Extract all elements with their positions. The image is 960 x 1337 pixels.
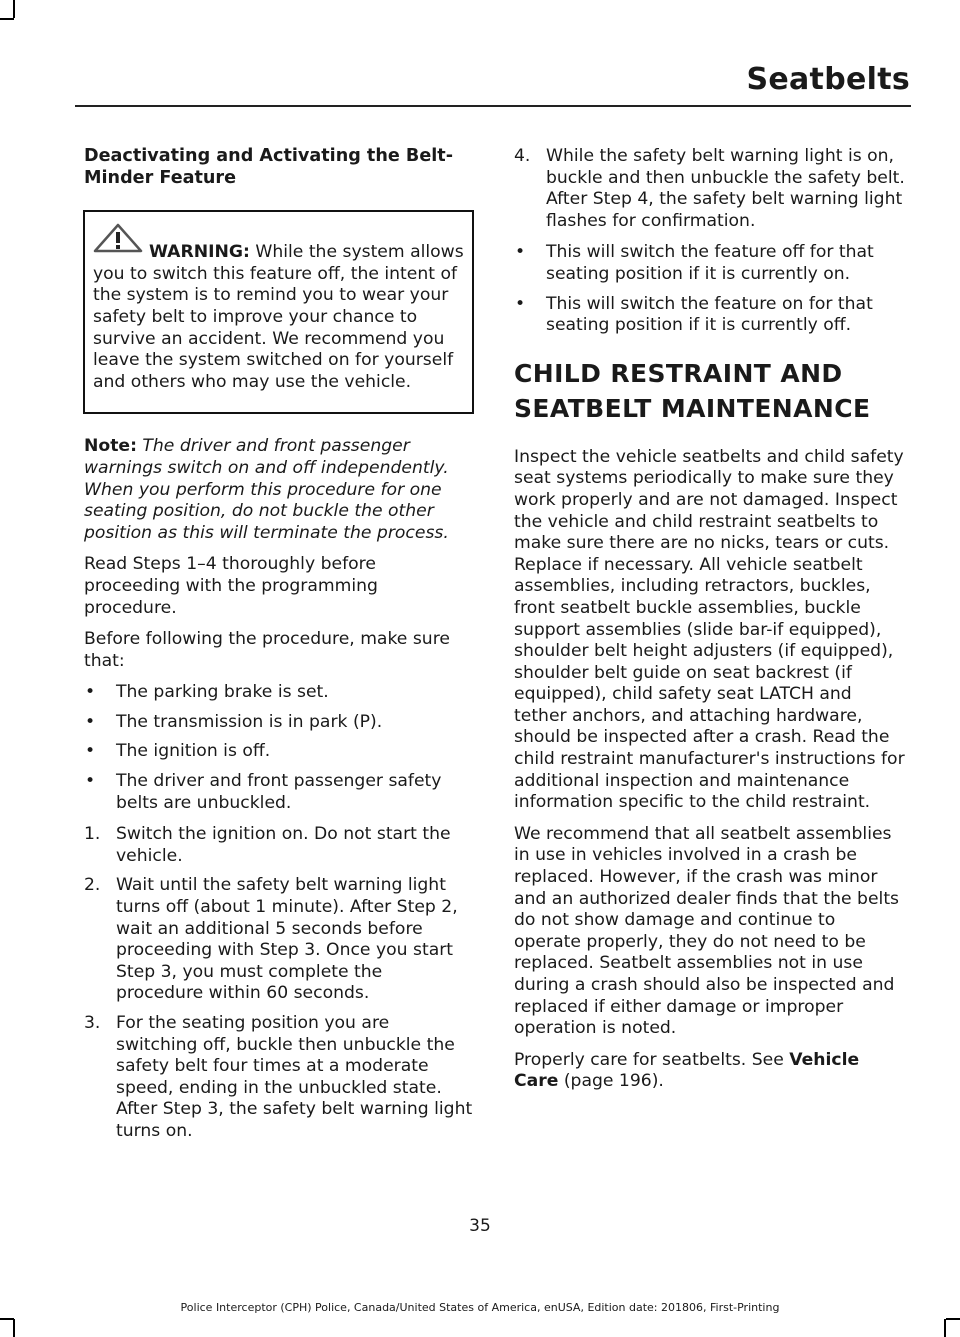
list-item: • This will switch the feature off for that seating position if it is currently on. — [515, 242, 874, 284]
warning-label: WARNING: — [149, 242, 250, 263]
left-column — [84, 146, 474, 1153]
note-label: Note: — [84, 436, 137, 457]
bullet-marker: • — [85, 741, 96, 762]
care-paragraph: Properly care for seatbelts. See Vehicle Care (page 196). — [514, 1049, 860, 1092]
list-item: • The transmission is in park (P). — [85, 711, 383, 732]
step-item: 3. For the seating position you are switching off, buckle then unbuckle the safety belt four times at a moderate speed, ending in the unbuckled state. After Step 3, the safety belt warning light turns on. — [84, 1013, 473, 1141]
warning-triangle-icon — [92, 223, 144, 260]
crop-mark — [0, 18, 14, 20]
list-item: • The ignition is off. — [85, 741, 271, 762]
step-item: 1. Switch the ignition on. Do not start the vehicle. — [84, 824, 451, 866]
prerequisite-list — [84, 682, 474, 814]
read-steps-paragraph: Read Steps 1–4 thoroughly before proceeding with the programming procedure. — [84, 554, 378, 618]
bullet-marker: • — [515, 293, 526, 314]
replacement-paragraph: We recommend that all seatbelt assemblies in use in vehicles involved in a crash be replaced. However, if the crash was minor and an authorized dealer finds that the belts do not show damage and continue to operate properly, they do not need to be replaced. Seatbelt assemblies not in use during a crash should also be inspected and replaced if either damage or improper operation is noted. — [514, 823, 900, 1039]
step-item: 2. Wait until the safety belt warning light turns off (about 1 minute). After Step 2, wait an additional 5 seconds before proceeding with Step 3. Once you start Step 3, you must complete the procedure within 60 seconds. — [84, 875, 458, 1004]
bullet-marker: • — [85, 682, 96, 703]
section-heading: CHILD RESTRAINT AND SEATBELT MAINTENANCE — [514, 358, 871, 423]
header-divider — [75, 105, 911, 107]
warning-text — [93, 242, 464, 393]
footer-edition: Police Interceptor (CPH) Police, Canada/United States of America, enUSA, Edition date: 201806, First-Printing — [180, 1301, 780, 1314]
crop-mark — [944, 1319, 946, 1337]
bullet-marker: • — [515, 242, 526, 263]
step-item: 4. While the safety belt warning light is on, buckle and then unbuckle the safety belt. After Step 4, the safety belt warning light flashes for confirmation. — [514, 146, 905, 231]
list-item: • This will switch the feature on for that seating position if it is currently off. — [515, 293, 873, 336]
procedure-steps-continued — [514, 146, 906, 232]
inspection-paragraph: Inspect the vehicle seatbelts and child safety seat systems periodically to make sure they work properly and are not damaged. Inspect the vehicle and child restraint seatbelts to make sure there are no nicks, tears or cuts. Replace if necessary. All vehicle seatbelt assemblies, including retractors, buckles, front seatbelt buckle assemblies, buckle support assemblies (slide bar-if equipped), shoulder belt height adjusters (if equipped), shoulder belt guide on seat backrest (if equipped), child safety seat LATCH and tether anchors, and attaching hardware, should be inspected after a crash. Read the child restraint manufacturer's instructions for additional inspection and maintenance information specific to the child restraint. — [514, 446, 905, 813]
warning-box — [83, 210, 474, 414]
right-column — [514, 146, 906, 1103]
note-paragraph — [84, 436, 474, 544]
list-item: • The driver and front passenger safety belts are unbuckled. — [85, 771, 442, 813]
procedure-steps — [84, 824, 474, 1142]
crop-mark — [13, 1319, 15, 1337]
warning-body: While the system allows you to switch this feature off, the intent of the system is to remind you to wear your safety belt to improve your chance to survive an accident. We recommend you leave the system switched on for yourself and others who may use the vehicle. — [93, 242, 464, 392]
subheading-belt-minder: Deactivating and Activating the Belt-Minder Feature — [84, 146, 454, 188]
before-paragraph: Before following the procedure, make sure that: — [84, 629, 450, 671]
bullet-marker: • — [85, 711, 96, 732]
crop-mark — [946, 1318, 960, 1320]
note-text: The driver and front passenger warnings switch on and off independently. When you perform this procedure for one seating position, do not buckle the other position as this will terminate the process. — [84, 436, 449, 543]
page-number: 35 — [469, 1216, 491, 1236]
vehicle-care-link[interactable]: Vehicle Care — [514, 1049, 860, 1092]
result-list — [514, 242, 906, 336]
crop-mark — [13, 0, 15, 18]
page-title: Seatbelts — [746, 62, 910, 97]
crop-mark — [0, 1318, 14, 1320]
list-item: • The parking brake is set. — [85, 682, 329, 703]
bullet-marker: • — [85, 771, 96, 792]
